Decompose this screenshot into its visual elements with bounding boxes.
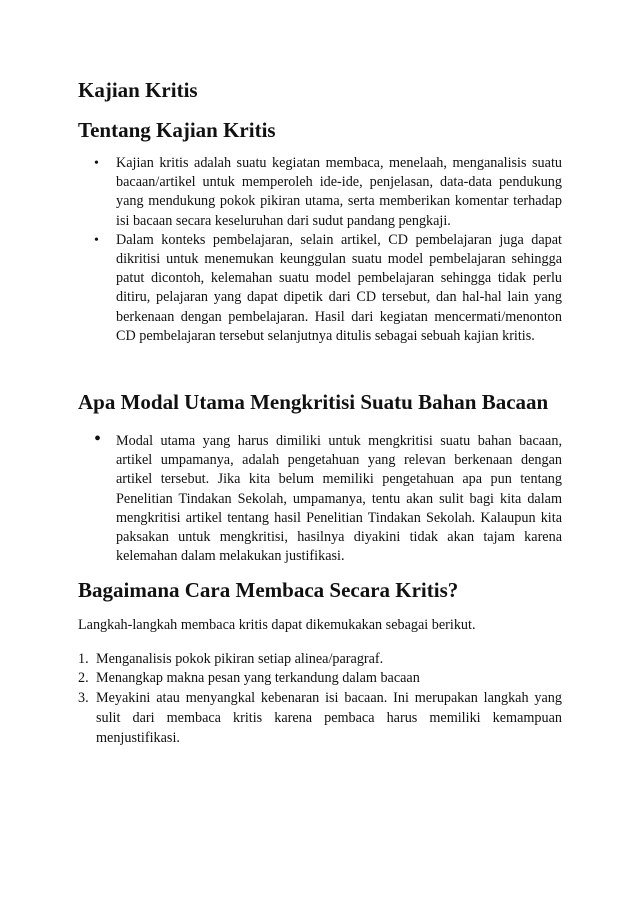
document-page	[78, 72, 562, 749]
list-item	[78, 669, 562, 689]
step-number: 3.	[78, 690, 89, 707]
tentang-bullet-list	[78, 154, 562, 346]
list-item-text: Kajian kritis adalah suatu kegiatan membaca, menelaah, menganalisis suatu bacaan/artikel untuk memperoleh ide-ide, penjelasan, data-data pendukung yang mendukung pokok pikiran utama, serta memberikan komentar terhadap isi bacaan secara keseluruhan dari sudut pandang pengkaji.	[116, 155, 562, 229]
step-text: Menganalisis pokok pikiran setiap alinea/paragraf.	[96, 650, 384, 667]
step-text: Meyakini atau menyangkal kebenaran isi bacaan. Ini merupakan langkah yang sulit dari membaca kritis karena pembaca harus memiliki kemampuan menjustifikasi.	[96, 690, 562, 746]
section-heading-modal: Apa Modal Utama Mengkritisi Suatu Bahan Bacaan	[78, 390, 549, 415]
bullet-icon: •	[94, 232, 99, 248]
list-item	[78, 428, 562, 566]
section-heading-tentang: Tentang Kajian Kritis	[78, 118, 276, 142]
section-heading-cara: Bagaimana Cara Membaca Secara Kritis?	[78, 578, 459, 603]
list-item	[78, 689, 562, 748]
list-item-text: Dalam konteks pembelajaran, selain artikel, CD pembelajaran juga dapat dikritisi untuk menemukan keunggulan suatu model pembelajaran sehingga patut dicontoh, kelemahan suatu model pembelajaran sehingga tidak perlu ditiru, pelajaran yang dapat dipetik dari CD tersebut, dan hal-hal lain yang berkenaan dengan pembelajaran. Hasil dari kegiatan mencermati/menonton CD pembelajaran tersebut selanjutnya ditulis sebagai sebuah kajian kritis.	[116, 231, 562, 344]
step-text: Menangkap makna pesan yang terkandung dalam bacaan	[96, 670, 420, 687]
bullet-icon: •	[94, 428, 102, 451]
document-title: Kajian Kritis	[78, 78, 198, 102]
list-item	[78, 650, 562, 670]
modal-bullet-list	[78, 428, 562, 566]
step-number: 2.	[78, 670, 89, 687]
list-item-text: Modal utama yang harus dimiliki untuk mengkritisi suatu bahan bacaan, artikel umpamanya, adalah pengetahuan yang relevan berkenaan dengan artikel tersebut. Jika kita belum memiliki pengetahuan apa pun tentang Penelitian Tindakan Sekolah, umpamanya, tentu akan sulit bagi kita dalam mengkritisi artikel tentang hasil Penelitian Tindakan Sekolah. Kalaupun kita paksakan untuk mengkritisi, hasilnya diyakini tidak akan tajam karena kelemahan dalam melakukan justifikasi.	[116, 433, 562, 565]
step-number: 1.	[78, 650, 89, 667]
cara-intro-paragraph: Langkah-langkah membaca kritis dapat dikemukakan sebagai berikut.	[78, 617, 476, 634]
bullet-icon: •	[94, 156, 99, 171]
list-item	[78, 154, 562, 231]
list-item	[78, 231, 562, 346]
cara-steps-list	[78, 650, 562, 749]
